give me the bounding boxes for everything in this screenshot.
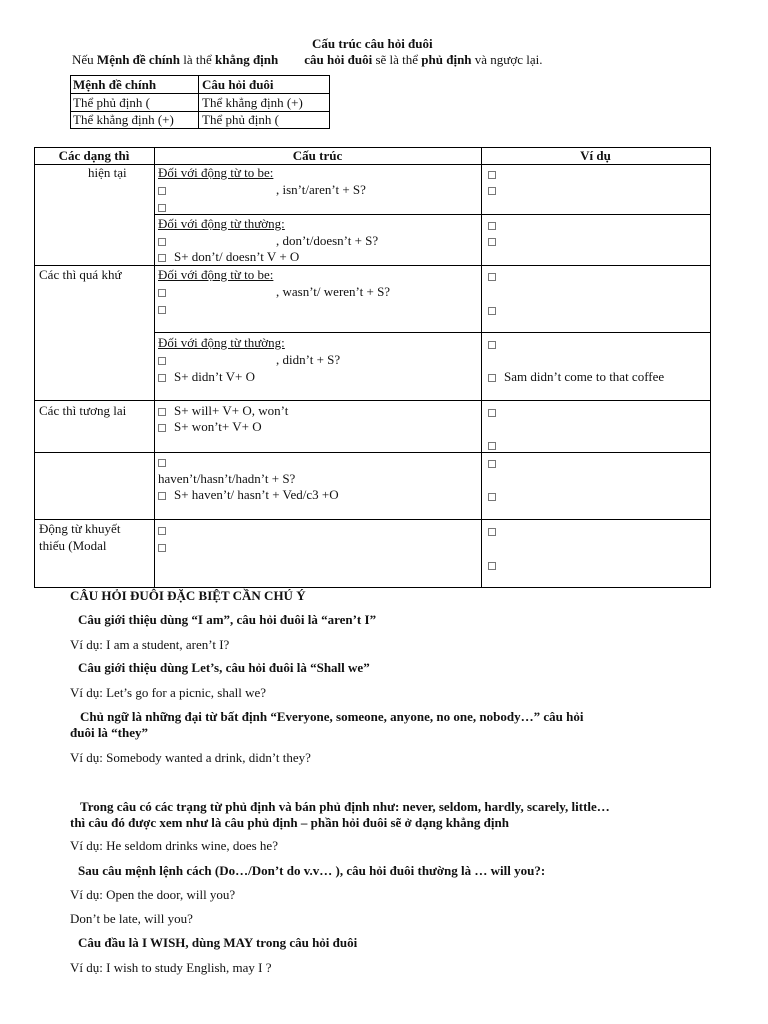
- perfect-line-2: S+ haven’t/ hasn’t + Ved/c3 +O: [158, 487, 339, 503]
- intro-bold-tag: câu hỏi đuôi: [304, 52, 373, 67]
- perfect-line-1: haven’t/hasn’t/hadn’t + S?: [158, 471, 296, 486]
- small-table-cell: Thể khẳng định (+): [73, 112, 174, 127]
- small-table-cell: Thể khẳng định (+): [202, 95, 303, 110]
- present-example-2: [488, 182, 504, 198]
- checkbox-icon: [158, 238, 166, 246]
- past-ord-line: , didn’t + S?: [158, 352, 340, 368]
- present-ord-example-1: [488, 217, 504, 233]
- past-ord-example-2: Sam didn’t come to that coffee: [488, 369, 664, 385]
- special-rule-6: Câu đầu là I WISH, dùng MAY trong câu hỏi đuôi: [78, 935, 358, 950]
- checkbox-icon: [158, 254, 166, 262]
- main-table-header-structure: Cấu trúc: [292, 148, 343, 163]
- checkbox-icon: [158, 306, 166, 314]
- main-table-header-example: Ví dụ: [580, 148, 611, 163]
- special-example-3: Ví dụ: Somebody wanted a drink, didn’t they?: [70, 750, 311, 765]
- present-be-line-empty: [158, 199, 174, 215]
- future-example-1: [488, 404, 504, 420]
- special-example-4: Ví dụ: He seldom drinks wine, does he?: [70, 838, 278, 853]
- checkbox-icon: [158, 424, 166, 432]
- special-rule-2: Câu giới thiệu dùng Let’s, câu hỏi đuôi là “Shall we”: [78, 660, 370, 675]
- modal-line-1: [158, 522, 174, 538]
- checkbox-icon: [158, 459, 166, 467]
- past-be-example-2: [488, 302, 504, 318]
- checkbox-icon: [158, 408, 166, 416]
- modal-line-2: [158, 539, 174, 555]
- present-ord-example-2: [488, 233, 504, 249]
- special-rule-3b: đuôi là “they”: [70, 725, 149, 740]
- page-title: Cấu trúc câu hỏi đuôi: [312, 36, 433, 51]
- special-heading: CÂU HỎI ĐUÔI ĐẶC BIỆT CẦN CHÚ Ý: [70, 588, 306, 603]
- past-be-example-1: [488, 268, 504, 284]
- small-table-header-main: Mệnh đề chính: [73, 77, 157, 92]
- present-ord-title: Đối với động từ thường:: [158, 216, 285, 231]
- present-example-1: [488, 166, 504, 182]
- small-table-cell: Thể phủ định (: [73, 95, 150, 110]
- intro-text-1: Nếu: [72, 52, 97, 67]
- tense-future: Các thì tương lai: [39, 403, 127, 418]
- small-table-cell: Thể phủ định (: [202, 112, 279, 127]
- special-rule-3a: Chủ ngữ là những đại từ bất định “Everyone, someone, anyone, no one, nobody…” câu hỏi: [80, 709, 584, 724]
- present-be-title: Đối với động từ to be:: [158, 165, 274, 180]
- checkbox-icon: [158, 544, 166, 552]
- special-rule-1: Câu giới thiệu dùng “I am”, câu hỏi đuôi là “aren’t I”: [78, 612, 377, 627]
- tense-modal-2: thiếu (Modal: [39, 538, 107, 553]
- present-be-line: , isn’t/aren’t + S?: [158, 182, 366, 198]
- special-example-1: Ví dụ: I am a student, aren’t I?: [70, 637, 230, 652]
- intro-text-4: và ngược lại.: [471, 52, 543, 67]
- tense-modal-1: Động từ khuyết: [39, 521, 121, 536]
- past-be-line: , wasn’t/ weren’t + S?: [158, 284, 390, 300]
- past-be-title: Đối với động từ to be:: [158, 267, 274, 282]
- checkbox-icon: [488, 460, 496, 468]
- small-table-header-tag: Câu hỏi đuôi: [202, 77, 274, 92]
- intro-bold-main-clause: Mệnh đề chính: [96, 52, 180, 67]
- checkbox-icon: [158, 374, 166, 382]
- checkbox-icon: [158, 204, 166, 212]
- special-example-2: Ví dụ: Let’s go for a picnic, shall we?: [70, 685, 267, 700]
- past-be-line-empty: [158, 301, 174, 317]
- checkbox-icon: [488, 171, 496, 179]
- past-ord-example-1: [488, 336, 504, 352]
- tense-present: hiện tại: [88, 165, 127, 180]
- special-rule-4a: Trong câu có các trạng từ phủ định và bán phủ định như: never, seldom, hardly, scarely, little…: [80, 799, 610, 814]
- checkbox-icon: [488, 409, 496, 417]
- checkbox-icon: [158, 357, 166, 365]
- future-line-1: S+ will+ V+ O, won’t: [158, 403, 288, 419]
- modal-example-1: [488, 523, 504, 539]
- special-example-5b: Don’t be late, will you?: [70, 911, 193, 926]
- checkbox-icon: [158, 527, 166, 535]
- checkbox-icon: [488, 528, 496, 536]
- checkbox-icon: [488, 442, 496, 450]
- checkbox-icon: [488, 341, 496, 349]
- intro-bold-negative: phủ định: [421, 52, 472, 67]
- intro-line: [72, 52, 543, 68]
- past-ord-line-3: S+ didn’t V+ O: [158, 369, 255, 385]
- past-ord-title: Đối với động từ thường:: [158, 335, 285, 350]
- checkbox-icon: [488, 562, 496, 570]
- special-rule-4b: thì câu đó được xem như là câu phủ định – phần hỏi đuôi sẽ ở dạng khẳng định: [70, 815, 509, 830]
- checkbox-icon: [488, 374, 496, 382]
- checkbox-icon: [488, 187, 496, 195]
- checkbox-icon: [158, 187, 166, 195]
- checkbox-icon: [158, 289, 166, 297]
- present-ord-line-3: S+ don’t/ doesn’t V + O: [158, 249, 299, 265]
- modal-example-2: [488, 557, 504, 573]
- tense-past: Các thì quá khứ: [39, 267, 122, 282]
- intro-bold-affirmative: khẳng định: [215, 52, 279, 67]
- future-line-2: S+ won’t+ V+ O: [158, 419, 262, 435]
- perfect-example-1: [488, 455, 504, 471]
- present-ord-line: , don’t/doesn’t + S?: [158, 233, 378, 249]
- checkbox-icon: [488, 493, 496, 501]
- checkbox-icon: [488, 273, 496, 281]
- perfect-line-0: [158, 454, 174, 470]
- future-example-2: [488, 437, 504, 453]
- checkbox-icon: [488, 238, 496, 246]
- intro-text-2: là thể: [180, 52, 216, 67]
- checkbox-icon: [488, 222, 496, 230]
- special-example-6: Ví dụ: I wish to study English, may I ?: [70, 960, 272, 975]
- intro-text-3: sẽ là thể: [372, 52, 422, 67]
- checkbox-icon: [488, 307, 496, 315]
- special-example-5a: Ví dụ: Open the door, will you?: [70, 887, 236, 902]
- checkbox-icon: [158, 492, 166, 500]
- perfect-example-2: [488, 488, 504, 504]
- special-rule-5: Sau câu mệnh lệnh cách (Do…/Don’t do v.v… ), câu hỏi đuôi thường là … will you?:: [78, 863, 546, 878]
- main-table-header-tense: Các dạng thì: [58, 148, 130, 163]
